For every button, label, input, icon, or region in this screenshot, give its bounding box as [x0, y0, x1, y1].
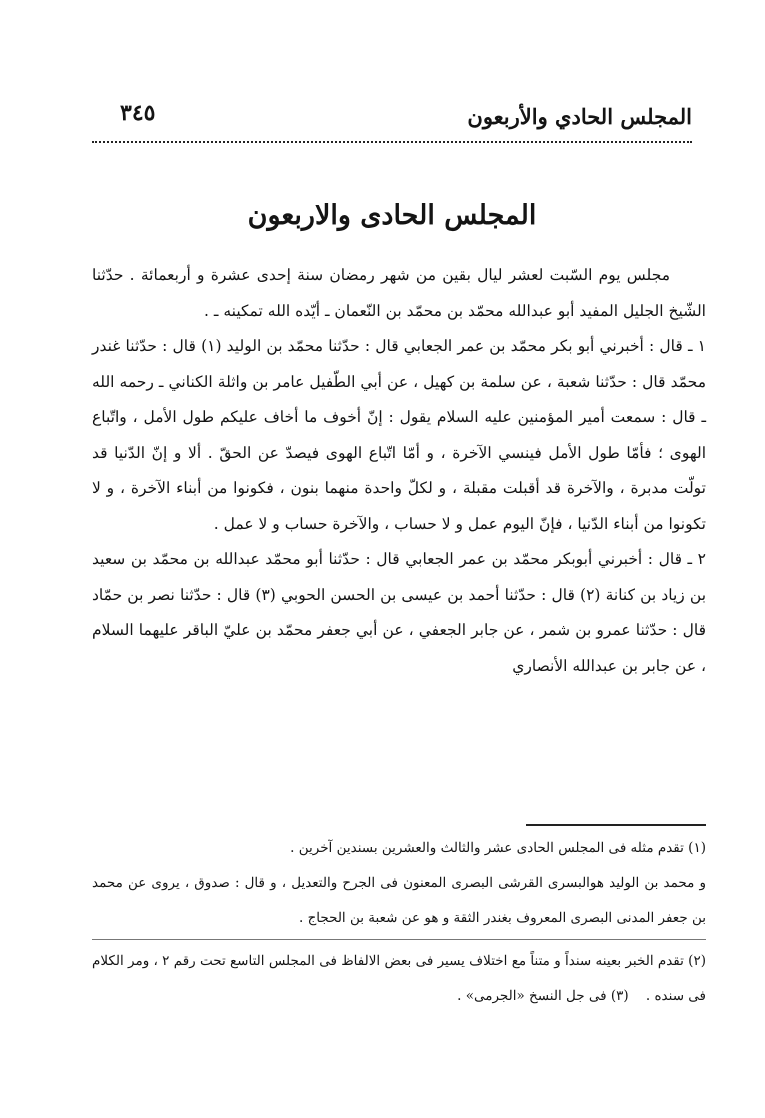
running-header-title: المجلس الحادي والأربعون [467, 104, 692, 129]
chapter-title: المجلس الحادى والاربعون [247, 200, 537, 231]
hadith-2-paragraph: ٢ ـ قال : أخبرني أبوبكر محمّد بن عمر الجعابي قال : حدّثنا أبو محمّد عبدالله بن محمّد بن سعيد بن زياد بن كنانة (٢) قال : حدّثنا أحمد بن عيسى بن الحسن الحوبي (٣) قال : حدّثنا نصر بن حمّاد قال : حدّثنا عمرو بن شمر ، عن جابر الجعفي ، عن أبي جعفر محمّد بن عليّ الباقر عليهما السلام ، عن جابر بن عبدالله الأنصاري [92, 550, 707, 675]
header-dotted-rule [92, 141, 692, 143]
footnote-3-text: (٣) فى جل النسخ «الجرمى» . [457, 988, 629, 1004]
footnote-2 [92, 944, 706, 1014]
page-number: ٣٤٥ [120, 100, 156, 126]
footnote-2-text: (٢) تقدم الخبر بعينه سنداً و متناً مع اختلاف يسير فى بعض الالفاظ فى المجلس التاسع تحت رقم ٢ ، ومر الكلام فى سنده . [92, 953, 706, 1004]
footnote-1-body: و محمد بن الوليد هوالبسرى القرشى البصرى المعنون فى الجرح والتعديل ، و قال : صدوق ، يروى عن محمد بن جعفر المدنى البصرى المعروف بغندر الثقة و هو عن شعبة بن الحجاج . [92, 875, 706, 926]
intro-paragraph: مجلس يوم السّبت لعشر ليال بقين من شهر رمضان سنة إحدى عشرة و أربعمائة . حدّثنا الشّيخ الجليل المفيد أبو عبدالله محمّد بن محمّد بن النّعمان ـ أيّده الله تمكينه ـ . [92, 266, 706, 320]
running-header [92, 96, 692, 136]
footnote-1-head: (١) تقدم مثله فى المجلس الحادى عشر والثالث والعشرين بسندين آخرين . [290, 840, 706, 856]
main-text [92, 258, 706, 684]
footnote-separator [526, 824, 706, 826]
footnotes [92, 831, 706, 1014]
hadith-1-paragraph: ١ ـ قال : أخبرني أبو بكر محمّد بن عمر الجعابي قال : حدّثنا محمّد بن الوليد (١) قال : حدّثنا غندر محمّد قال : حدّثنا شعبة ، عن سلمة بن كهيل ، عن أبي الطّفيل عامر بن واثلة الكناني ـ رحمه الله ـ قال : سمعت أمير المؤمنين عليه السلام يقول : إنّ أخوف ما أخاف عليكم طول الأمل ، واتّباع الهوى ؛ فأمّا طول الأمل فينسي الآخرة ، و أمّا اتّباع الهوى فيصدّ عن الحقّ . ألا و إنّ الدّنيا قد تولّت مدبرة ، والآخرة قد أقبلت مقبلة ، و لكلّ واحدة منهما بنون ، فكونوا من أبناء الآخرة ، و لا تكونوا من أبناء الدّنيا ، فإنّ اليوم عمل و لا حساب ، والآخرة حساب و لا عمل . [92, 337, 706, 533]
